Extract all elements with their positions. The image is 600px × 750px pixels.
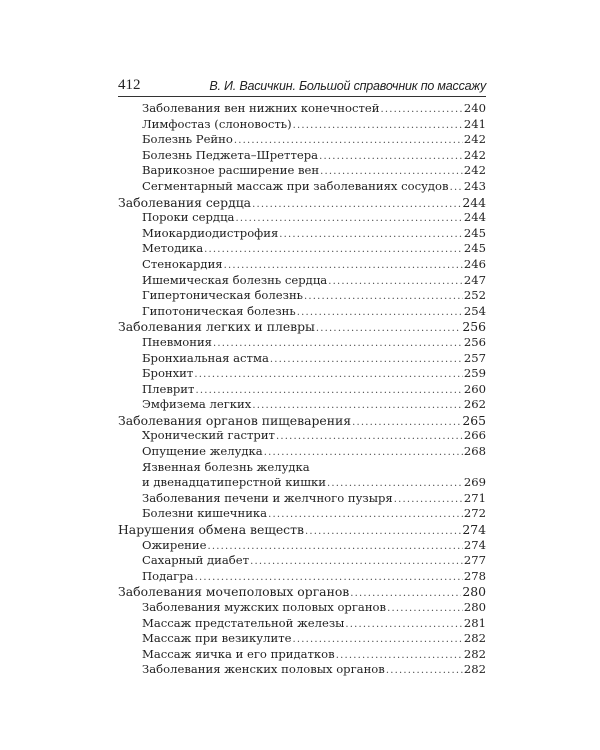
dot-leader [292, 632, 462, 648]
dot-leader [235, 211, 462, 227]
toc-subsection-entry [118, 569, 486, 585]
toc-entry-title: Миокардиодистрофия [142, 225, 279, 240]
toc-entry-title: Эмфизема легких [142, 397, 252, 412]
running-title: В. И. Васичкин. Большой справочник по массажу [209, 79, 486, 93]
toc-subsection-entry [118, 631, 486, 647]
toc-entry-page: 256 [462, 319, 486, 335]
dot-leader [264, 445, 463, 461]
dot-leader [234, 133, 463, 149]
toc-subsection-entry [118, 351, 486, 367]
toc-entry-page: 268 [463, 444, 486, 459]
dot-leader [320, 164, 463, 180]
dot-leader [327, 476, 463, 492]
toc-subsection-entry [118, 397, 486, 413]
dot-leader [450, 180, 463, 196]
toc-entry-page: 274 [463, 537, 486, 552]
toc-entry-title: Сахарный диабет [142, 553, 250, 568]
toc-entry-title: Хронический гастрит [142, 428, 275, 443]
toc-entry-page: 245 [463, 225, 486, 240]
toc-entry-page: 274 [462, 522, 486, 538]
dot-leader [195, 570, 463, 586]
dot-leader [352, 415, 461, 431]
toc-subsection-entry [118, 241, 486, 257]
toc-entry-title: Ишемическая болезнь сердца [142, 272, 328, 287]
toc-entry-page: 282 [463, 646, 486, 661]
dot-leader [304, 289, 463, 305]
dot-leader [270, 352, 463, 368]
toc-entry-page: 245 [463, 241, 486, 256]
toc-entry-page: 243 [463, 178, 486, 193]
toc-entry-page: 244 [462, 194, 486, 210]
dot-leader [387, 601, 463, 617]
dot-leader [328, 274, 463, 290]
toc-entry-title: Массаж предстательной железы [142, 615, 345, 630]
toc-entry-page: 242 [463, 163, 486, 178]
dot-leader [293, 118, 463, 134]
toc-entry-page: 259 [463, 366, 486, 381]
dot-leader [319, 149, 463, 165]
toc-entry-page: 241 [463, 116, 486, 131]
toc-entry-title: Лимфостаз (слоновость) [142, 116, 292, 131]
toc-entry-title: Стенокардия [142, 256, 223, 271]
toc-entry-page: 244 [463, 210, 486, 225]
toc-section-entry [118, 319, 486, 335]
toc-subsection-entry [118, 460, 486, 476]
toc-entry-page: 282 [463, 631, 486, 646]
dot-leader [224, 258, 463, 274]
dot-leader [204, 242, 463, 258]
toc-entry-title: Гипотоническая болезнь [142, 303, 296, 318]
toc-entry-title: Подагра [142, 568, 194, 583]
toc-subsection-entry [118, 101, 486, 117]
toc-subsection-entry [118, 538, 486, 554]
toc-entry-title: Заболевания печени и желчного пузыря [142, 490, 393, 505]
toc-entry-title: Болезнь Педжета–Шреттера [142, 147, 319, 162]
toc-entry-page: 247 [463, 272, 486, 287]
dot-leader [208, 539, 463, 555]
toc-entry-page: 281 [463, 615, 486, 630]
toc-entry-page: 262 [463, 397, 486, 412]
toc-entry-page: 256 [463, 334, 486, 349]
toc-entry-title: Нарушения обмена веществ [118, 522, 304, 538]
dot-leader [268, 507, 463, 523]
toc-entry-title: Сегментарный массаж при заболеваниях сосудов [142, 178, 449, 193]
toc-entry-title: Ожирение [142, 537, 207, 552]
toc-entry-title: Массаж яичка и его придатков [142, 646, 335, 661]
toc-entry-page: 266 [463, 428, 486, 443]
dot-leader [305, 524, 461, 540]
page-number: 412 [118, 77, 141, 93]
toc-subsection-entry [118, 662, 486, 678]
toc-entry-title: Заболевания сердца [118, 194, 252, 210]
toc-entry-page: 271 [463, 490, 486, 505]
dot-leader [195, 383, 462, 399]
toc-entry-title: Массаж при везикулите [142, 631, 292, 646]
dot-leader [381, 102, 463, 118]
toc-entry-page: 254 [463, 303, 486, 318]
dot-leader [276, 429, 463, 445]
dot-leader [250, 554, 463, 570]
dot-leader [316, 321, 461, 337]
toc-entry-title: Заболевания мужских половых органов [142, 600, 387, 614]
toc-entry-title: Заболевания женских половых органов [142, 662, 385, 677]
toc-entry-page: 269 [463, 475, 486, 490]
toc-section-entry [118, 522, 486, 538]
toc-subsection-entry [118, 382, 486, 398]
toc-subsection-entry [118, 335, 486, 351]
toc-subsection-entry [118, 444, 486, 460]
toc-entry-page: 280 [463, 600, 486, 614]
toc-entry-title: Язвенная болезнь желудка [142, 459, 310, 474]
toc-entry-title: Заболевания органов пищеварения [118, 412, 352, 428]
toc-subsection-entry [118, 428, 486, 444]
toc-entry-page: 240 [463, 101, 486, 115]
toc-subsection-entry [118, 553, 486, 569]
toc-entry-page: 257 [463, 350, 486, 365]
dot-leader [213, 336, 463, 352]
dot-leader [394, 492, 463, 508]
toc-entry-title: и двенадцатиперстной кишки [142, 475, 326, 490]
header-rule [118, 96, 486, 97]
toc-entry-title: Заболевания вен нижних конечностей [142, 101, 380, 115]
toc-entry-title: Опущение желудка [142, 444, 263, 459]
toc-entry-page: 242 [463, 132, 486, 147]
toc-entry-title: Плеврит [142, 381, 195, 396]
toc-entry-title: Методика [142, 241, 204, 256]
toc-section-entry [118, 584, 486, 600]
toc-entry-page: 242 [463, 147, 486, 162]
toc-subsection-entry [118, 616, 486, 632]
toc-subsection-entry [118, 273, 486, 289]
toc-subsection-entry [118, 288, 486, 304]
dot-leader [194, 367, 463, 383]
toc-entry-title: Варикозное расширение вен [142, 163, 320, 178]
toc-entry-page: 246 [463, 256, 486, 271]
toc-entry-page: 278 [463, 568, 486, 583]
toc-entry-title: Гипертоническая болезнь [142, 288, 303, 303]
toc-entry-page: 280 [462, 584, 486, 600]
toc-subsection-entry [118, 600, 486, 616]
dot-leader [345, 617, 462, 633]
toc-subsection-entry [118, 117, 486, 133]
toc-entry-title: Пороки сердца [142, 210, 235, 225]
toc-entry-page: 252 [463, 288, 486, 303]
toc-subsection-entry [118, 226, 486, 242]
toc-subsection-entry [118, 210, 486, 226]
dot-leader [297, 305, 463, 321]
page-header [118, 74, 486, 94]
toc-subsection-entry [118, 179, 486, 195]
toc-entry-title: Заболевания легких и плевры [118, 319, 315, 335]
toc-entry-page: 265 [462, 412, 486, 428]
toc-subsection-entry [118, 132, 486, 148]
toc-subsection-entry [118, 366, 486, 382]
toc-subsection-entry [118, 304, 486, 320]
toc-subsection-entry [118, 148, 486, 164]
toc-entry-page: 272 [463, 506, 486, 521]
toc-section-entry [118, 413, 486, 429]
toc-subsection-entry [118, 163, 486, 179]
toc-entry-page: 277 [463, 553, 486, 568]
toc-entry-title: Бронхит [142, 366, 194, 381]
toc-entry-page: 282 [463, 662, 486, 677]
dot-leader [336, 648, 463, 664]
toc-entry-title: Пневмония [142, 334, 212, 349]
toc-entry-title: Заболевания мочеполовых органов [118, 584, 350, 600]
toc-entry-title: Болезнь Рейно [142, 132, 233, 147]
toc-entry-page: 260 [463, 381, 486, 396]
toc-subsection-entry [118, 506, 486, 522]
dot-leader [252, 197, 461, 213]
dot-leader [252, 398, 463, 414]
dot-leader [279, 227, 463, 243]
toc-subsection-entry [118, 475, 486, 491]
toc-subsection-entry [118, 491, 486, 507]
toc-subsection-entry [118, 257, 486, 273]
toc-subsection-entry [118, 647, 486, 663]
table-of-contents [118, 101, 486, 678]
dot-leader [386, 663, 463, 679]
toc-entry-title: Болезни кишечника [142, 506, 268, 521]
toc-entry-title: Бронхиальная астма [142, 350, 269, 365]
toc-section-entry [118, 195, 486, 211]
